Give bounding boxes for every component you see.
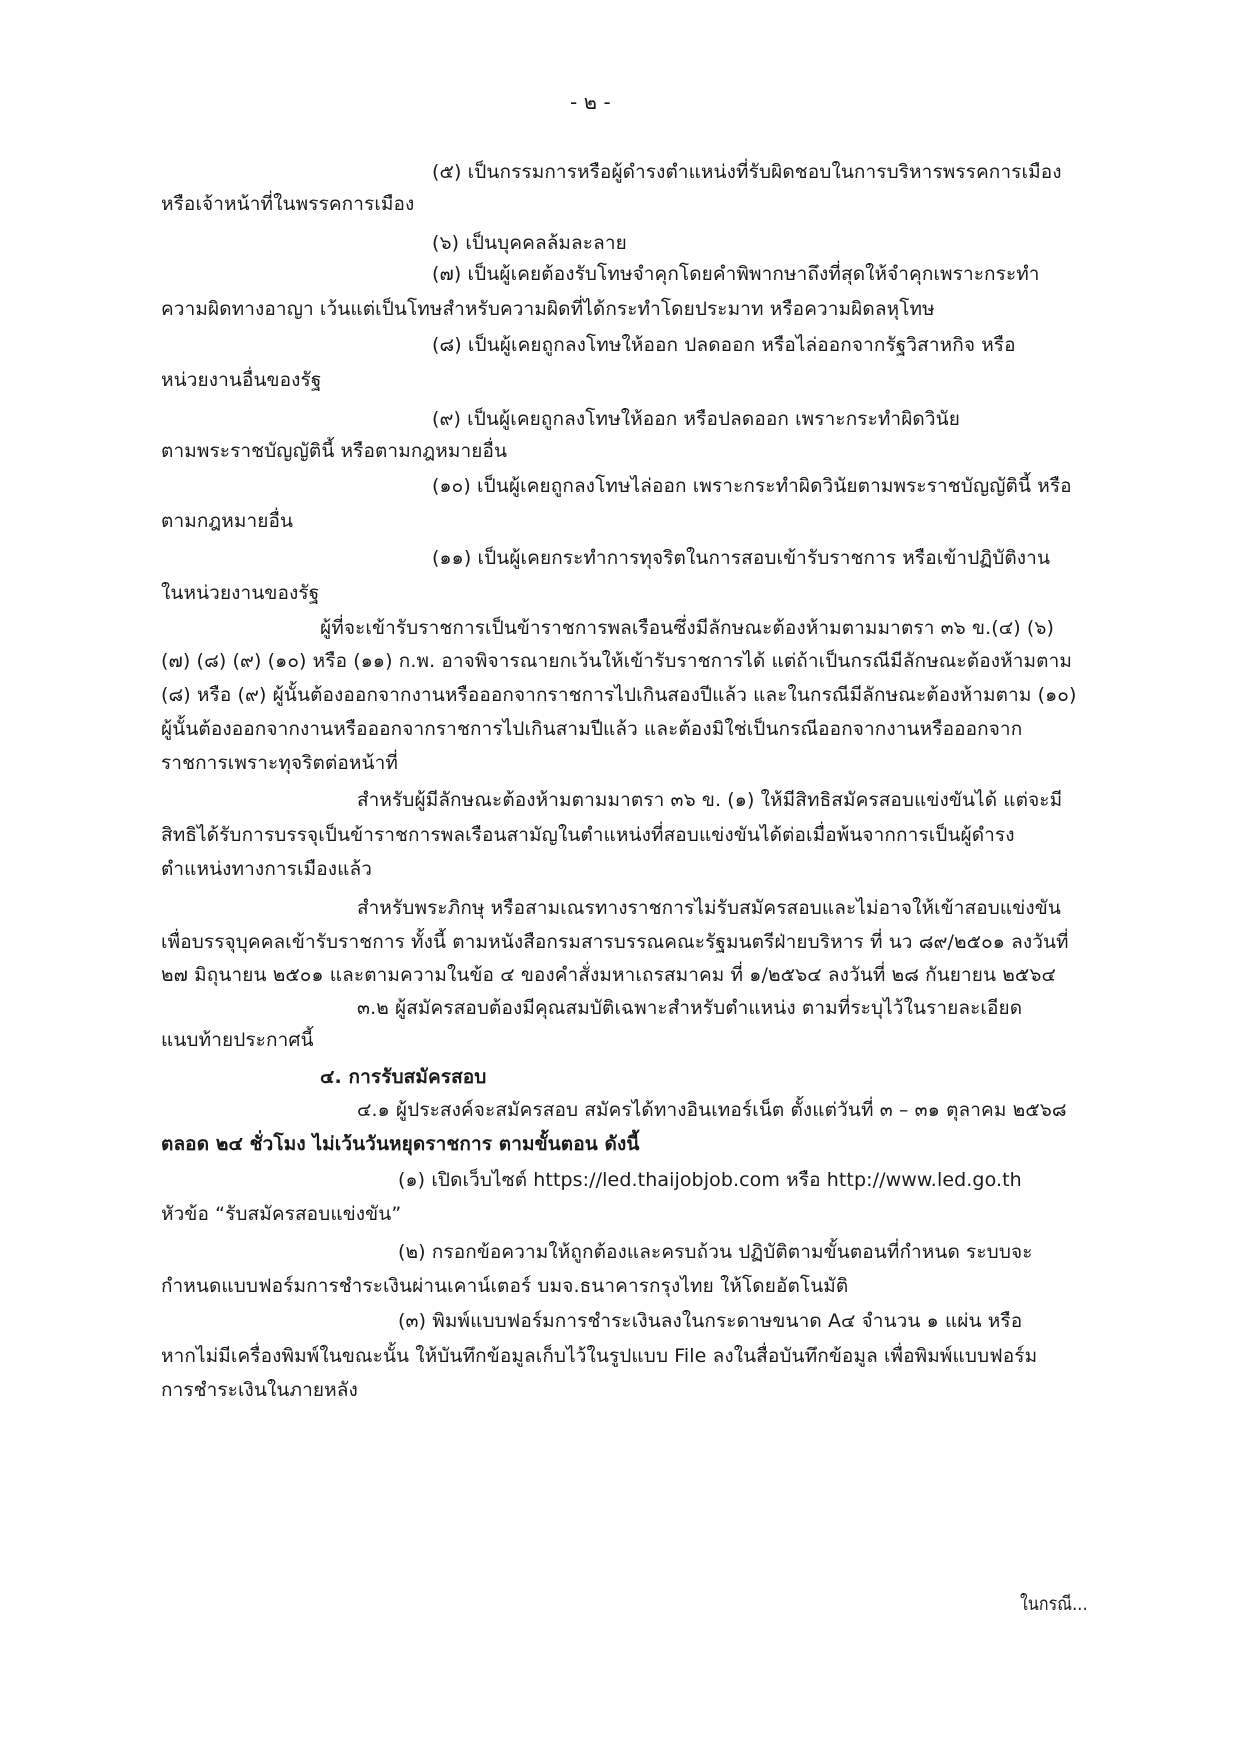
text-line: (๓) พิมพ์แบบฟอร์มการชำระเงินลงในกระดาษขนาด A๔ จำนวน ๑ แผ่น หรือ (398, 1310, 1023, 1332)
text-line: (๑) เปิดเว็บไซต์ https://led.thaijobjob.com หรือ http://www.led.go.th (398, 1169, 1022, 1191)
text-line: ผู้นั้นต้องออกจากงานหรือออกจากราชการไปเกินสามปีแล้ว และต้องมิใช่เป็นกรณีออกจากงานหรือออกจาก (161, 718, 1023, 740)
text-line: (๙) เป็นผู้เคยถูกลงโทษให้ออก หรือปลดออก เพราะกระทำผิดวินัย (432, 408, 960, 430)
text-line: ตามกฎหมายอื่น (161, 510, 294, 532)
page-number: - ๒ - (570, 90, 611, 114)
text-line: หน่วยงานอื่นของรัฐ (161, 369, 322, 391)
text-line: (๗) (๘) (๙) (๑๐) หรือ (๑๑) ก.พ. อาจพิจารณายกเว้นให้เข้ารับราชการได้ แต่ถ้าเป็นกรณีมีลักษณะต้องห้ามตาม (161, 650, 1072, 672)
text-line: (๘) เป็นผู้เคยถูกลงโทษให้ออก ปลดออก หรือไล่ออกจากรัฐวิสาหกิจ หรือ (432, 334, 1016, 356)
text-line: ๒๗ มิถุนายน ๒๕๐๑ และตามความในข้อ ๔ ของคำสั่งมหาเถรสมาคม ที่ ๑/๒๕๖๔ ลงวันที่ ๒๘ กันยายน ๒๕๖๔ (161, 964, 1057, 986)
text-line: (๘) หรือ (๙) ผู้นั้นต้องออกจากงานหรือออกจากราชการไปเกินสองปีแล้ว และในกรณีมีลักษณะต้องห้ามตาม (๑๐) (161, 684, 1077, 706)
text-line: ตามพระราชบัญญัตินี้ หรือตามกฎหมายอื่น (161, 440, 508, 462)
text-line: เพื่อบรรจุบุคคลเข้ารับราชการ ทั้งนี้ ตามหนังสือกรมสารบรรณคณะรัฐมนตรีฝ่ายบริหาร ที่ นว ๘๙/๒๕๐๑ ลงวันที่ (161, 931, 1069, 953)
text-line: ๔.๑ ผู้ประสงค์จะสมัครสอบ สมัครได้ทางอินเทอร์เน็ต ตั้งแต่วันที่ ๓ – ๓๑ ตุลาคม ๒๕๖๘ (357, 1099, 1067, 1121)
text-line-bold: ตลอด ๒๔ ชั่วโมง ไม่เว้นวันหยุดราชการ ตามขั้นตอน ดังนี้ (161, 1133, 640, 1155)
text-line: สำหรับพระภิกษุ หรือสามเณรทางราชการไม่รับสมัครสอบและไม่อาจให้เข้าสอบแข่งขัน (357, 897, 1061, 919)
text-line: หัวข้อ “รับสมัครสอบแข่งขัน” (161, 1203, 402, 1225)
text-line: ผู้ที่จะเข้ารับราชการเป็นข้าราชการพลเรือนซึ่งมีลักษณะต้องห้ามตามมาตรา ๓๖ ข.(๔) (๖) (320, 617, 1055, 639)
text-line: สิทธิได้รับการบรรจุเป็นข้าราชการพลเรือนสามัญในตำแหน่งที่สอบแข่งขันได้ต่อเมื่อพ้นจากการเป็นผู้ดำรง (161, 824, 1015, 846)
text-line: (๑๑) เป็นผู้เคยกระทำการทุจริตในการสอบเข้ารับราชการ หรือเข้าปฏิบัติงาน (432, 547, 1051, 569)
text-line: ๓.๒ ผู้สมัครสอบต้องมีคุณสมบัติเฉพาะสำหรับตำแหน่ง ตามที่ระบุไว้ในรายละเอียด (357, 997, 1023, 1019)
continuation-note: ในกรณี... (1020, 1593, 1088, 1615)
text-line: (๒) กรอกข้อความให้ถูกต้องและครบถ้วน ปฏิบัติตามขั้นตอนที่กำหนด ระบบจะ (398, 1241, 1033, 1263)
text-line: (๕) เป็นกรรมการหรือผู้ดำรงตำแหน่งที่รับผิดชอบในการบริหารพรรคการเมือง (432, 161, 1062, 183)
section-heading: ๔. การรับสมัครสอบ (320, 1066, 487, 1088)
text-line: ในหน่วยงานของรัฐ (161, 582, 320, 604)
text-line: (๑๐) เป็นผู้เคยถูกลงโทษไล่ออก เพราะกระทำผิดวินัยตามพระราชบัญญัตินี้ หรือ (432, 475, 1072, 497)
text-line: การชำระเงินในภายหลัง (161, 1379, 358, 1401)
text-line: แนบท้ายประกาศนี้ (161, 1029, 314, 1051)
text-line: (๖) เป็นบุคคลล้มละลาย (432, 232, 627, 254)
text-line: ตำแหน่งทางการเมืองแล้ว (161, 858, 372, 880)
text-line: หรือเจ้าหน้าที่ในพรรคการเมือง (161, 193, 415, 215)
text-line: สำหรับผู้มีลักษณะต้องห้ามตามมาตรา ๓๖ ข. (๑) ให้มีสิทธิสมัครสอบแข่งขันได้ แต่จะมี (357, 789, 1063, 811)
text-line: ความผิดทางอาญา เว้นแต่เป็นโทษสำหรับความผิดที่ได้กระทำโดยประมาท หรือความผิดลหุโทษ (161, 298, 935, 320)
text-line: กำหนดแบบฟอร์มการชำระเงินผ่านเคาน์เตอร์ บมจ.ธนาคารกรุงไทย ให้โดยอัตโนมัติ (161, 1275, 849, 1297)
text-line: ราชการเพราะทุจริตต่อหน้าที่ (161, 752, 399, 774)
text-line: หากไม่มีเครื่องพิมพ์ในขณะนั้น ให้บันทึกข้อมูลเก็บไว้ในรูปแบบ File ลงในสื่อบันทึกข้อมูล เพื่อพิมพ์แบบฟอร์ม (161, 1345, 1038, 1367)
text-line: (๗) เป็นผู้เคยต้องรับโทษจำคุกโดยคำพิพากษาถึงที่สุดให้จำคุกเพราะกระทำ (432, 263, 1040, 285)
